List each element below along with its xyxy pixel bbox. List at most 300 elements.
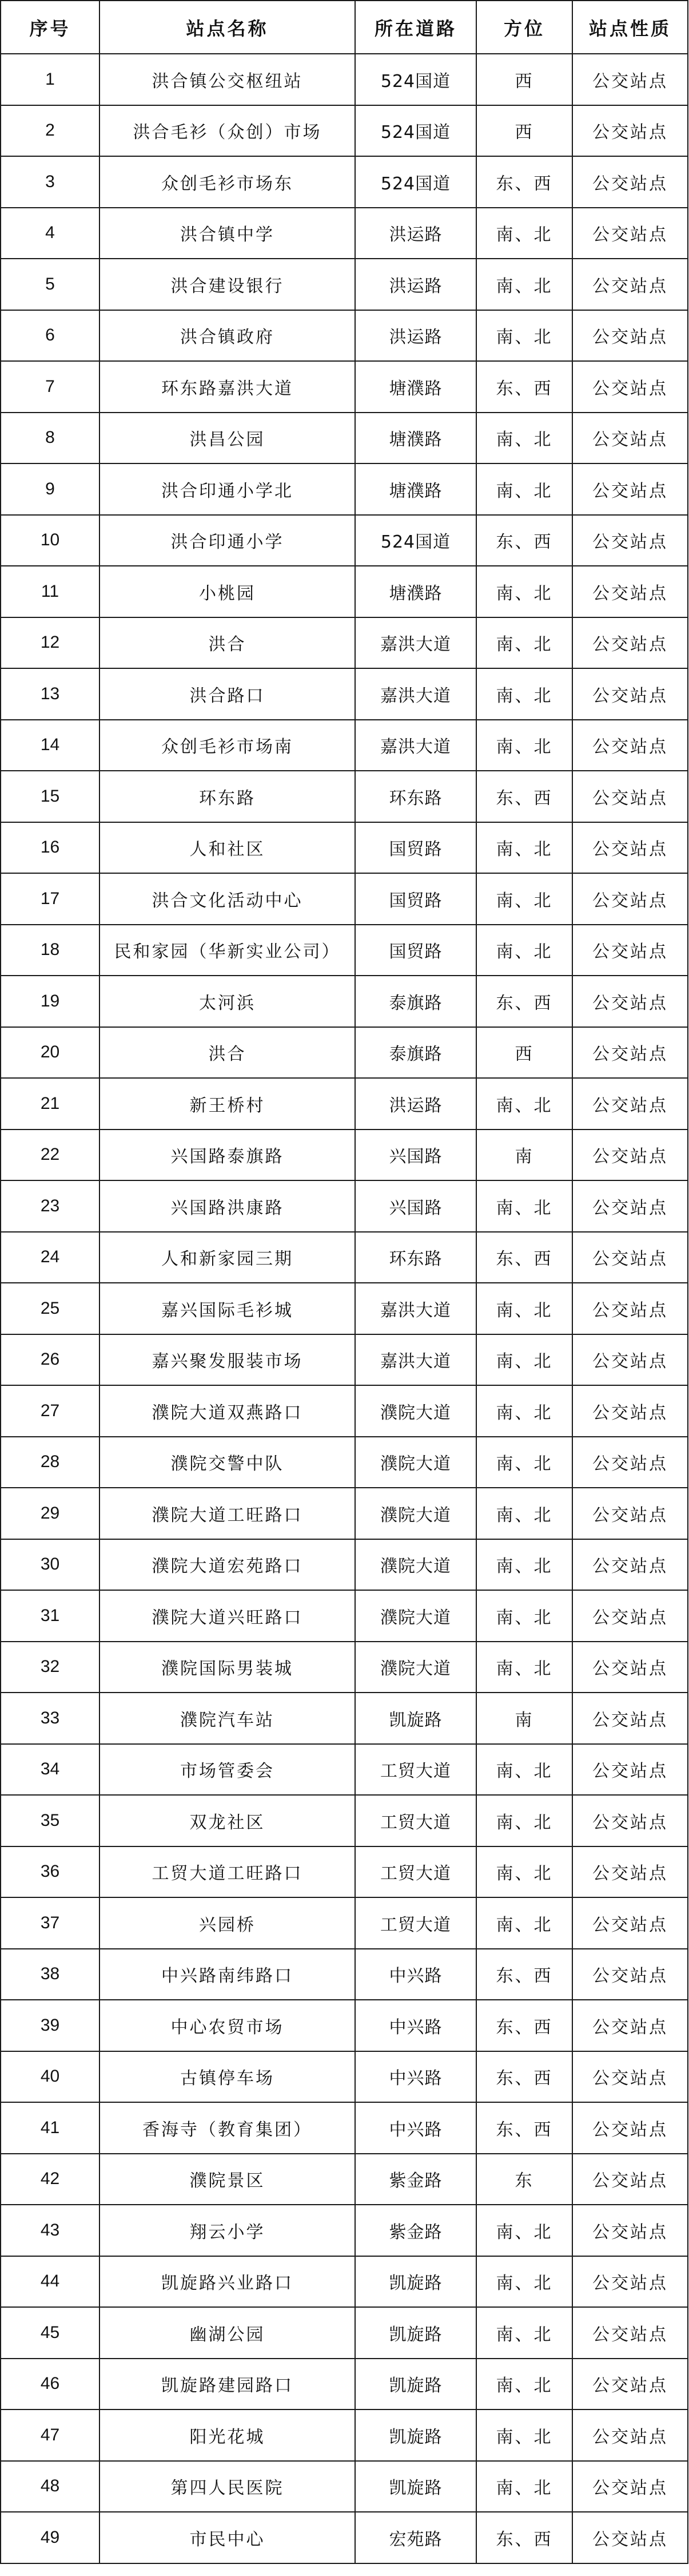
cell-no: 33 [1,1693,99,1744]
cell-stop-name: 工贸大道工旺路口 [99,1846,355,1898]
cell-stop-type: 公交站点 [572,2307,688,2359]
table-row [1,2256,688,2308]
table-row [1,925,688,976]
cell-direction: 南、北 [476,873,572,925]
cell-stop-type: 公交站点 [572,515,688,566]
cell-stop-name: 凯旋路兴业路口 [99,2256,355,2308]
table-row [1,1180,688,1232]
cell-stop-type: 公交站点 [572,156,688,208]
table-row [1,1130,688,1181]
cell-road: 濮院大道 [355,1590,476,1642]
table-row [1,1693,688,1744]
cell-stop-name: 小桃园 [99,566,355,617]
cell-no: 17 [1,873,99,925]
cell-stop-type: 公交站点 [572,2256,688,2308]
cell-stop-type: 公交站点 [572,1642,688,1693]
table-body [1,54,688,2563]
cell-stop-type: 公交站点 [572,1488,688,1539]
cell-no: 10 [1,515,99,566]
cell-direction: 南、北 [476,1488,572,1539]
table-row [1,2409,688,2461]
cell-road: 嘉洪大道 [355,1334,476,1386]
cell-no: 49 [1,2512,99,2563]
cell-stop-name: 濮院交警中队 [99,1437,355,1488]
cell-direction: 东 [476,2154,572,2205]
cell-no: 11 [1,566,99,617]
cell-stop-name: 太河浜 [99,976,355,1027]
cell-stop-type: 公交站点 [572,1232,688,1283]
table-row [1,1539,688,1591]
table-row [1,156,688,208]
cell-stop-name: 洪合 [99,617,355,669]
table-row [1,976,688,1027]
header-road: 所在道路 [355,1,476,54]
cell-road: 524国道 [355,54,476,105]
cell-no: 27 [1,1385,99,1437]
cell-no: 16 [1,822,99,874]
cell-road: 宏苑路 [355,2512,476,2563]
cell-no: 4 [1,208,99,259]
cell-stop-name: 洪合镇政府 [99,310,355,362]
table-header [1,1,688,54]
cell-road: 泰旗路 [355,976,476,1027]
cell-direction: 南、北 [476,617,572,669]
table-row [1,463,688,515]
cell-direction: 南、北 [476,413,572,464]
cell-stop-name: 濮院大道兴旺路口 [99,1590,355,1642]
cell-road: 嘉洪大道 [355,668,476,720]
cell-stop-name: 古镇停车场 [99,2051,355,2103]
table-row [1,310,688,362]
cell-stop-name: 濮院景区 [99,2154,355,2205]
cell-direction: 南、北 [476,1846,572,1898]
cell-stop-name: 市场管委会 [99,1744,355,1796]
table-row [1,2359,688,2410]
cell-road: 工贸大道 [355,1897,476,1949]
cell-direction: 南、北 [476,208,572,259]
table-row [1,1846,688,1898]
cell-direction: 南、北 [476,1897,572,1949]
cell-stop-name: 阳光花城 [99,2409,355,2461]
cell-stop-type: 公交站点 [572,54,688,105]
cell-stop-name: 中心农贸市场 [99,2000,355,2051]
cell-direction: 南、北 [476,925,572,976]
cell-no: 22 [1,1130,99,1181]
table-row [1,361,688,413]
table-row [1,2461,688,2512]
table-row [1,873,688,925]
cell-direction: 南、北 [476,1283,572,1334]
table-row [1,720,688,771]
cell-road: 凯旋路 [355,2461,476,2512]
cell-stop-name: 双龙社区 [99,1795,355,1846]
cell-stop-type: 公交站点 [572,1130,688,1181]
table-row [1,1897,688,1949]
cell-road: 塘濮路 [355,566,476,617]
cell-direction: 南 [476,1130,572,1181]
cell-stop-type: 公交站点 [572,668,688,720]
cell-road: 濮院大道 [355,1642,476,1693]
cell-stop-type: 公交站点 [572,1949,688,2000]
cell-stop-type: 公交站点 [572,361,688,413]
table-row [1,1949,688,2000]
cell-stop-type: 公交站点 [572,259,688,310]
cell-direction: 西 [476,54,572,105]
cell-stop-name: 濮院国际男装城 [99,1642,355,1693]
cell-no: 19 [1,976,99,1027]
cell-direction: 南、北 [476,1539,572,1591]
cell-road: 环东路 [355,1232,476,1283]
cell-stop-name: 濮院汽车站 [99,1693,355,1744]
cell-direction: 南、北 [476,668,572,720]
cell-no: 2 [1,105,99,157]
cell-road: 濮院大道 [355,1539,476,1591]
cell-stop-name: 嘉兴国际毛衫城 [99,1283,355,1334]
cell-stop-name: 洪合毛衫（众创）市场 [99,105,355,157]
cell-stop-name: 濮院大道双燕路口 [99,1385,355,1437]
cell-road: 工贸大道 [355,1795,476,1846]
table-row [1,617,688,669]
cell-no: 34 [1,1744,99,1796]
cell-stop-type: 公交站点 [572,2051,688,2103]
cell-direction: 东、西 [476,156,572,208]
cell-stop-name: 市民中心 [99,2512,355,2563]
table-row [1,259,688,310]
header-no: 序号 [1,1,99,54]
cell-stop-type: 公交站点 [572,1590,688,1642]
cell-stop-name: 第四人民医院 [99,2461,355,2512]
cell-road: 国贸路 [355,925,476,976]
cell-stop-type: 公交站点 [572,2512,688,2563]
cell-direction: 南、北 [476,2461,572,2512]
cell-stop-name: 洪合建设银行 [99,259,355,310]
cell-direction: 西 [476,1027,572,1079]
cell-stop-name: 中兴路南纬路口 [99,1949,355,2000]
cell-road: 濮院大道 [355,1385,476,1437]
cell-road: 泰旗路 [355,1027,476,1079]
cell-stop-type: 公交站点 [572,208,688,259]
cell-direction: 南、北 [476,259,572,310]
cell-road: 工贸大道 [355,1744,476,1796]
cell-stop-type: 公交站点 [572,463,688,515]
cell-road: 凯旋路 [355,2307,476,2359]
table-row [1,1334,688,1386]
cell-no: 15 [1,771,99,822]
cell-stop-name: 洪合镇公交枢纽站 [99,54,355,105]
cell-stop-name: 洪合印通小学 [99,515,355,566]
cell-direction: 东、西 [476,1949,572,2000]
cell-stop-name: 洪合镇中学 [99,208,355,259]
table-row [1,1744,688,1796]
cell-direction: 南、北 [476,1437,572,1488]
cell-direction: 南、北 [476,720,572,771]
cell-road: 紫金路 [355,2154,476,2205]
cell-road: 洪运路 [355,259,476,310]
table-row [1,2512,688,2563]
table-row [1,2051,688,2103]
cell-direction: 南、北 [476,1744,572,1796]
cell-stop-name: 众创毛衫市场南 [99,720,355,771]
cell-road: 兴国路 [355,1180,476,1232]
cell-direction: 南、北 [476,1180,572,1232]
cell-stop-type: 公交站点 [572,2000,688,2051]
cell-no: 48 [1,2461,99,2512]
cell-no: 46 [1,2359,99,2410]
cell-no: 44 [1,2256,99,2308]
cell-stop-type: 公交站点 [572,1539,688,1591]
cell-stop-type: 公交站点 [572,566,688,617]
cell-stop-name: 人和新家园三期 [99,1232,355,1283]
cell-stop-type: 公交站点 [572,2205,688,2256]
cell-stop-type: 公交站点 [572,1334,688,1386]
cell-road: 中兴路 [355,2000,476,2051]
cell-stop-name: 洪合路口 [99,668,355,720]
cell-stop-type: 公交站点 [572,1437,688,1488]
table-row [1,1590,688,1642]
table-row [1,1437,688,1488]
cell-direction: 南、北 [476,566,572,617]
cell-direction: 东、西 [476,1232,572,1283]
cell-stop-type: 公交站点 [572,1385,688,1437]
cell-direction: 东、西 [476,2512,572,2563]
cell-direction: 南、北 [476,463,572,515]
cell-stop-name: 凯旋路建园路口 [99,2359,355,2410]
cell-stop-type: 公交站点 [572,771,688,822]
cell-no: 28 [1,1437,99,1488]
cell-no: 18 [1,925,99,976]
cell-road: 中兴路 [355,2051,476,2103]
cell-stop-type: 公交站点 [572,1078,688,1130]
table-row [1,771,688,822]
cell-road: 洪运路 [355,1078,476,1130]
cell-road: 524国道 [355,515,476,566]
table-row [1,208,688,259]
table-row [1,1232,688,1283]
table-row [1,1795,688,1846]
cell-no: 25 [1,1283,99,1334]
cell-direction: 南、北 [476,1642,572,1693]
cell-no: 38 [1,1949,99,2000]
header-stop-type: 站点性质 [572,1,688,54]
cell-stop-type: 公交站点 [572,822,688,874]
cell-stop-name: 洪昌公园 [99,413,355,464]
cell-stop-type: 公交站点 [572,2359,688,2410]
table-row [1,2307,688,2359]
table-row [1,2154,688,2205]
table-row [1,515,688,566]
cell-no: 37 [1,1897,99,1949]
header-row [1,1,688,54]
cell-stop-type: 公交站点 [572,310,688,362]
cell-no: 1 [1,54,99,105]
cell-stop-name: 环东路嘉洪大道 [99,361,355,413]
cell-no: 20 [1,1027,99,1079]
table-row [1,2205,688,2256]
table-row [1,54,688,105]
cell-stop-type: 公交站点 [572,2154,688,2205]
cell-stop-type: 公交站点 [572,720,688,771]
cell-road: 洪运路 [355,208,476,259]
cell-stop-type: 公交站点 [572,413,688,464]
cell-direction: 南、北 [476,2256,572,2308]
cell-direction: 东、西 [476,2051,572,2103]
cell-no: 26 [1,1334,99,1386]
cell-road: 塘濮路 [355,361,476,413]
cell-direction: 南、北 [476,2409,572,2461]
cell-road: 兴国路 [355,1130,476,1181]
header-direction: 方位 [476,1,572,54]
cell-road: 凯旋路 [355,1693,476,1744]
cell-direction: 南、北 [476,1334,572,1386]
cell-stop-name: 兴园桥 [99,1897,355,1949]
cell-stop-type: 公交站点 [572,1693,688,1744]
cell-no: 9 [1,463,99,515]
cell-road: 中兴路 [355,2102,476,2154]
table-row [1,566,688,617]
cell-direction: 东、西 [476,2102,572,2154]
table-row [1,822,688,874]
cell-direction: 南、北 [476,1795,572,1846]
cell-no: 23 [1,1180,99,1232]
cell-no: 5 [1,259,99,310]
cell-stop-type: 公交站点 [572,1027,688,1079]
cell-stop-type: 公交站点 [572,2102,688,2154]
cell-direction: 南、北 [476,1590,572,1642]
cell-direction: 南、北 [476,822,572,874]
cell-direction: 南、北 [476,310,572,362]
cell-no: 43 [1,2205,99,2256]
table-row [1,1078,688,1130]
cell-direction: 南、北 [476,1385,572,1437]
cell-no: 12 [1,617,99,669]
table-row [1,2102,688,2154]
cell-direction: 东、西 [476,2000,572,2051]
cell-stop-name: 人和社区 [99,822,355,874]
cell-no: 6 [1,310,99,362]
table-row [1,413,688,464]
cell-direction: 东、西 [476,515,572,566]
cell-road: 环东路 [355,771,476,822]
table-row [1,1385,688,1437]
cell-road: 凯旋路 [355,2359,476,2410]
cell-no: 41 [1,2102,99,2154]
cell-stop-name: 翔云小学 [99,2205,355,2256]
cell-no: 3 [1,156,99,208]
cell-stop-type: 公交站点 [572,1795,688,1846]
cell-no: 13 [1,668,99,720]
cell-road: 凯旋路 [355,2409,476,2461]
cell-stop-type: 公交站点 [572,976,688,1027]
cell-road: 濮院大道 [355,1488,476,1539]
cell-stop-type: 公交站点 [572,1283,688,1334]
cell-stop-type: 公交站点 [572,2461,688,2512]
cell-no: 47 [1,2409,99,2461]
cell-stop-name: 洪合文化活动中心 [99,873,355,925]
cell-no: 39 [1,2000,99,2051]
cell-road: 洪运路 [355,310,476,362]
cell-road: 嘉洪大道 [355,1283,476,1334]
cell-no: 7 [1,361,99,413]
cell-direction: 南、北 [476,2307,572,2359]
header-stop-name: 站点名称 [99,1,355,54]
cell-stop-name: 环东路 [99,771,355,822]
cell-no: 36 [1,1846,99,1898]
cell-road: 濮院大道 [355,1437,476,1488]
cell-no: 29 [1,1488,99,1539]
cell-stop-type: 公交站点 [572,873,688,925]
cell-road: 凯旋路 [355,2256,476,2308]
cell-stop-name: 兴国路洪康路 [99,1180,355,1232]
cell-stop-type: 公交站点 [572,925,688,976]
cell-stop-name: 新王桥村 [99,1078,355,1130]
cell-road: 524国道 [355,105,476,157]
cell-direction: 南、北 [476,2359,572,2410]
cell-road: 塘濮路 [355,463,476,515]
cell-no: 31 [1,1590,99,1642]
cell-road: 工贸大道 [355,1846,476,1898]
cell-no: 24 [1,1232,99,1283]
cell-no: 45 [1,2307,99,2359]
cell-stop-name: 嘉兴聚发服装市场 [99,1334,355,1386]
cell-road: 国贸路 [355,822,476,874]
cell-no: 8 [1,413,99,464]
cell-no: 40 [1,2051,99,2103]
cell-no: 21 [1,1078,99,1130]
cell-road: 524国道 [355,156,476,208]
cell-road: 紫金路 [355,2205,476,2256]
cell-direction: 西 [476,105,572,157]
cell-no: 32 [1,1642,99,1693]
cell-stop-name: 洪合印通小学北 [99,463,355,515]
cell-no: 30 [1,1539,99,1591]
cell-road: 塘濮路 [355,413,476,464]
cell-direction: 东、西 [476,361,572,413]
cell-stop-type: 公交站点 [572,1744,688,1796]
cell-stop-name: 民和家园（华新实业公司） [99,925,355,976]
table-row [1,1283,688,1334]
cell-road: 嘉洪大道 [355,617,476,669]
cell-stop-name: 幽湖公园 [99,2307,355,2359]
table-row [1,2000,688,2051]
cell-stop-name: 香海寺（教育集团） [99,2102,355,2154]
cell-stop-type: 公交站点 [572,1846,688,1898]
cell-stop-name: 濮院大道工旺路口 [99,1488,355,1539]
cell-no: 35 [1,1795,99,1846]
cell-stop-name: 兴国路泰旗路 [99,1130,355,1181]
cell-direction: 南、北 [476,1078,572,1130]
table-row [1,1642,688,1693]
cell-stop-type: 公交站点 [572,1897,688,1949]
cell-stop-name: 洪合 [99,1027,355,1079]
cell-direction: 南 [476,1693,572,1744]
table-row [1,668,688,720]
cell-no: 42 [1,2154,99,2205]
table-row [1,1027,688,1079]
cell-stop-name: 众创毛衫市场东 [99,156,355,208]
cell-no: 14 [1,720,99,771]
table-row [1,105,688,157]
cell-direction: 东、西 [476,771,572,822]
cell-stop-type: 公交站点 [572,1180,688,1232]
cell-stop-type: 公交站点 [572,105,688,157]
cell-road: 中兴路 [355,1949,476,2000]
cell-stop-type: 公交站点 [572,617,688,669]
table-row [1,1488,688,1539]
cell-direction: 南、北 [476,2205,572,2256]
cell-stop-name: 濮院大道宏苑路口 [99,1539,355,1591]
cell-road: 嘉洪大道 [355,720,476,771]
cell-road: 国贸路 [355,873,476,925]
